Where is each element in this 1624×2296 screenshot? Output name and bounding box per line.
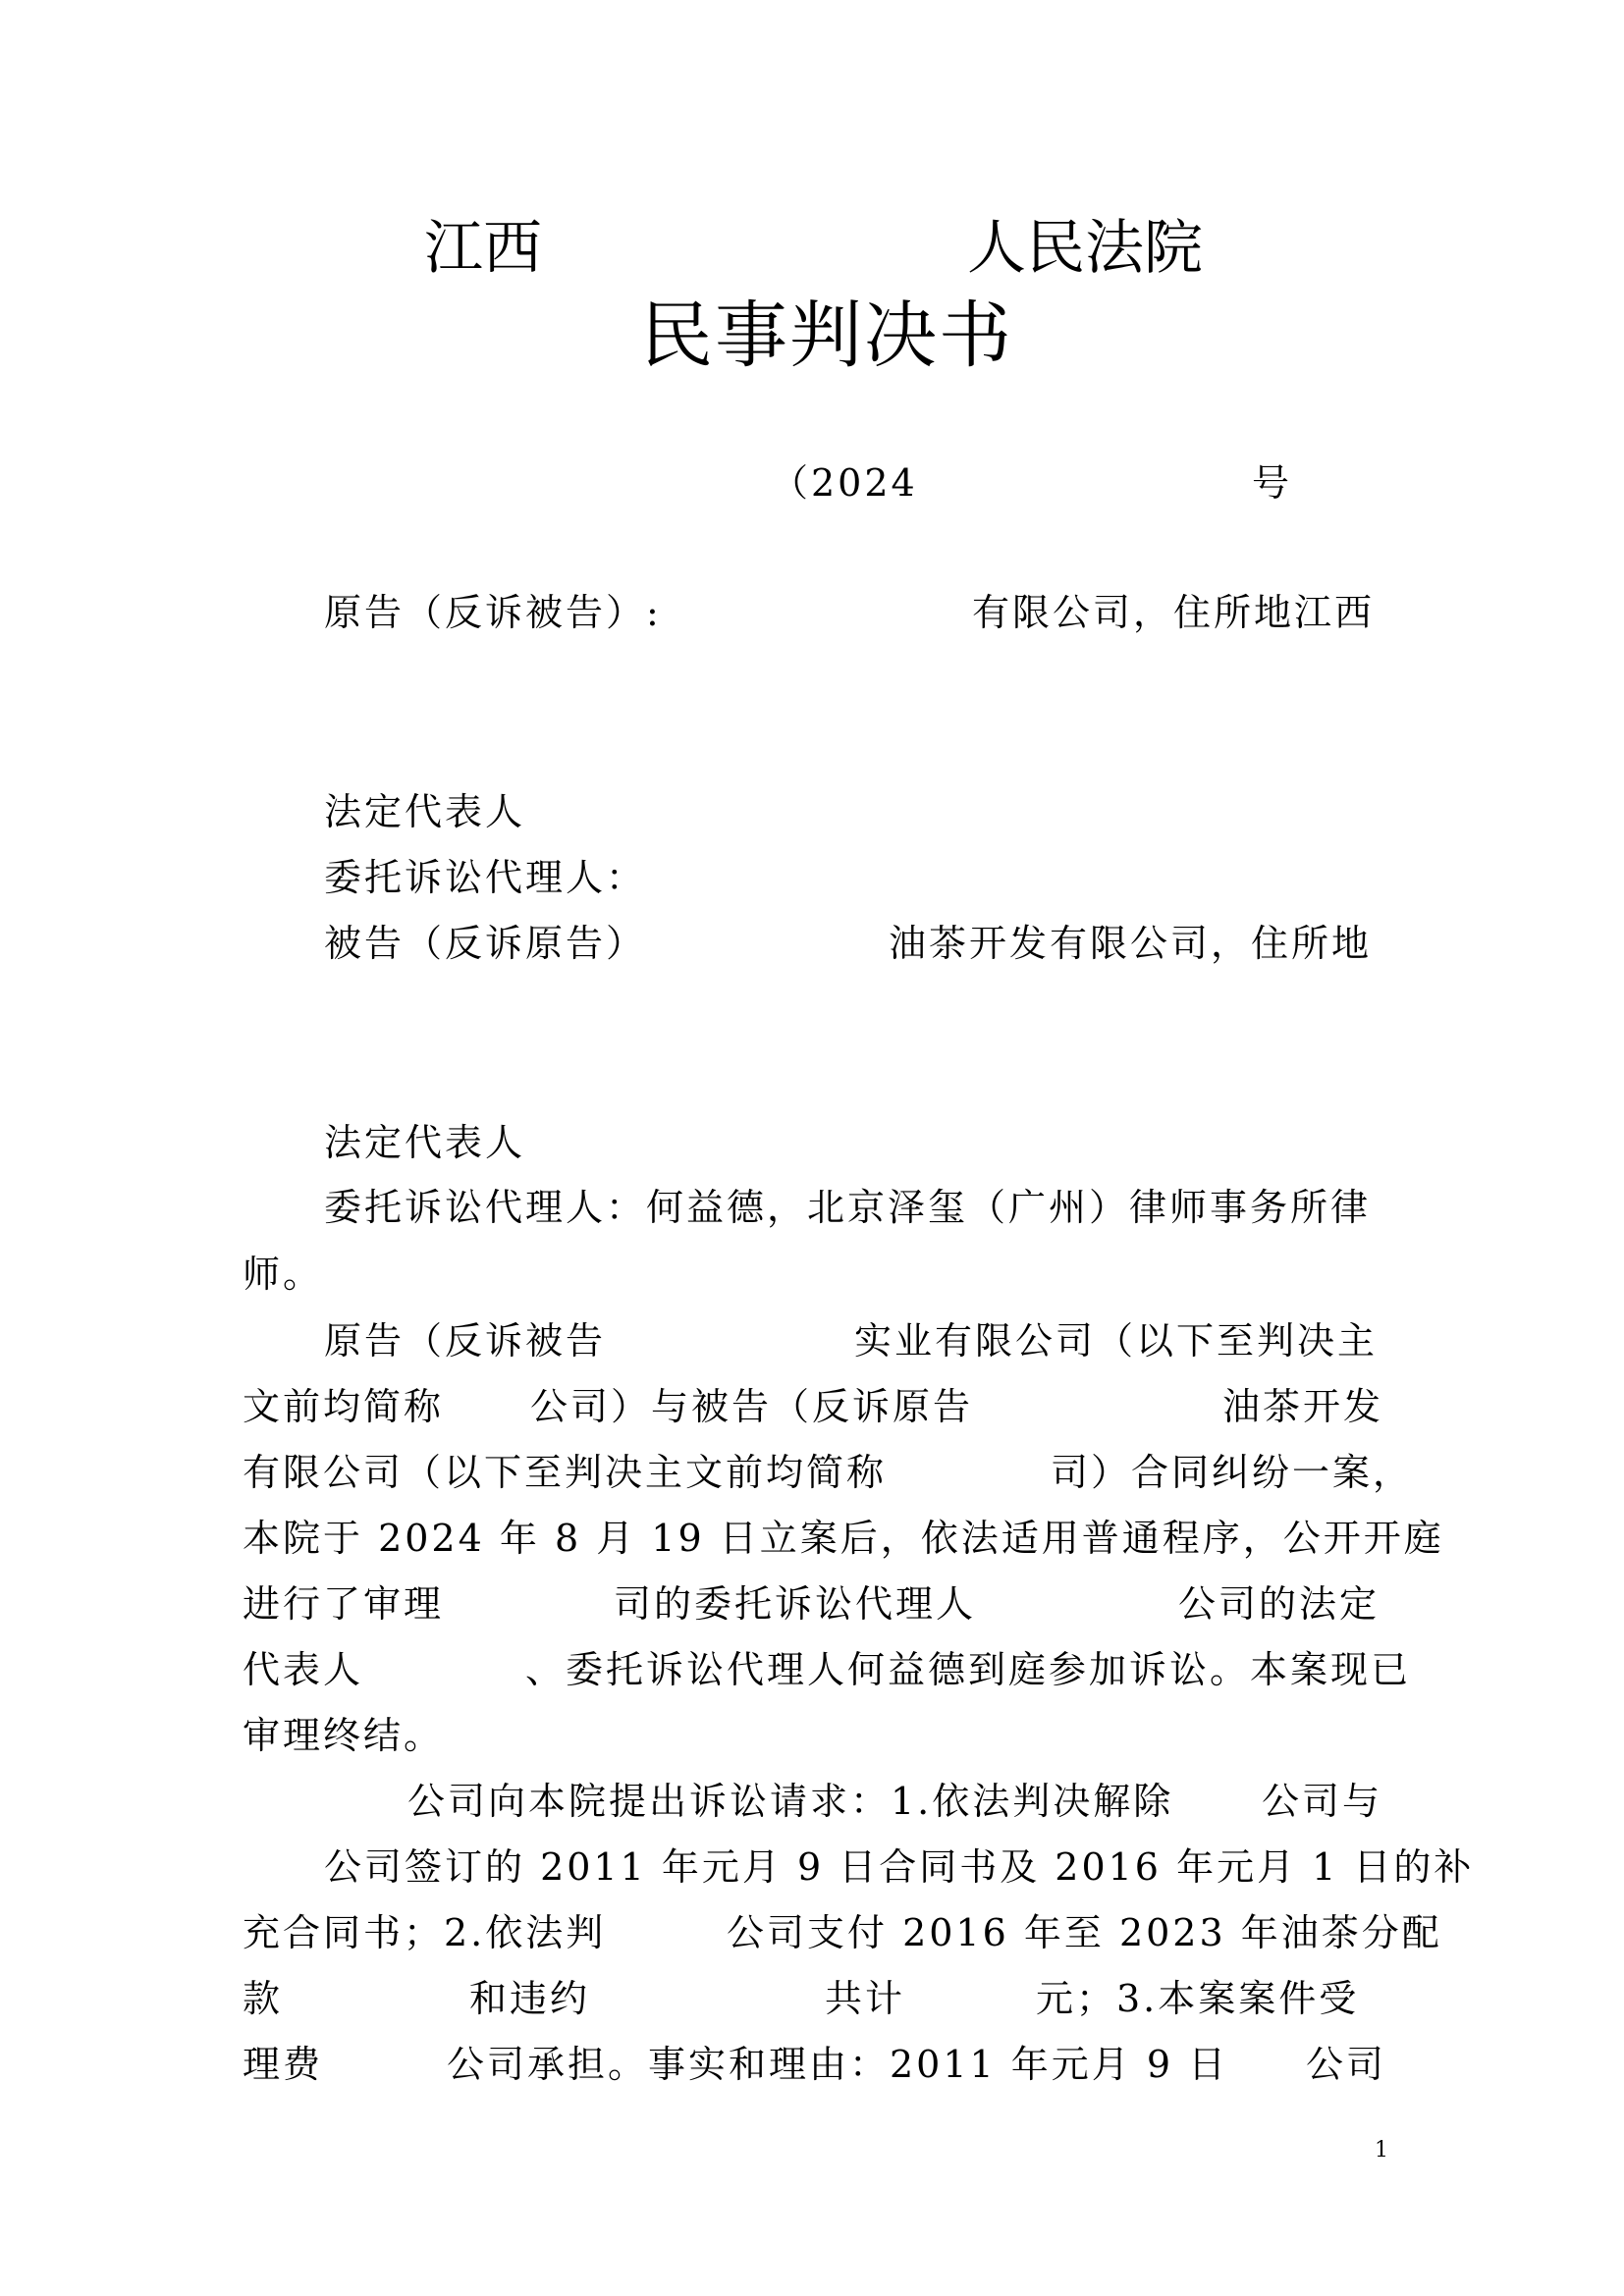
intro-line1b: 实业有限公司（以下至判决主 [854,1319,1379,1362]
claims-line5c: 公司 [1306,2043,1387,2086]
intro-line7: 审理终结。 [243,1714,445,1757]
claims-line5b: 公司承担。事实和理由：2011 年元月 9 日 [447,2043,1229,2086]
page-number: 1 [1375,2138,1388,2163]
plaintiff-agent: 委托诉讼代理人： [324,856,647,899]
defendant-agent-line1: 委托诉讼代理人：何益德，北京泽玺（广州）律师事务所律 [324,1186,1372,1229]
case-number-prefix: （2024 [771,461,918,505]
claims-line4a: 款 [243,1977,284,2020]
intro-line4: 本院于 2024 年 8 月 19 日立案后，依法适用普通程序，公开开庭 [243,1517,1444,1560]
intro-line2a: 文前均简称 [243,1385,445,1428]
intro-line5b: 司的委托诉讼代理人 [614,1582,977,1626]
intro-line2c: 油茶开发 [1222,1385,1384,1428]
claims-line5a: 理费 [243,2043,324,2086]
intro-line6b: 、委托诉讼代理人何益德到庭参加诉讼。本案现已 [525,1648,1412,1691]
defendant-address: 油茶开发有限公司，住所地 [889,922,1373,965]
intro-line1a: 原告（反诉被告 [324,1319,607,1362]
intro-line6a: 代表人 [243,1648,364,1691]
intro-line3b: 司）合同纠纷一案， [1051,1451,1414,1494]
plaintiff-legal-rep: 法定代表人 [324,790,526,833]
defendant-label: 被告（反诉原告） [324,922,647,965]
case-number-suffix: 号 [1252,461,1293,505]
claims-line3a: 充合同书；2.依法判 [243,1911,607,1954]
court-name-suffix: 人民法院 [967,214,1203,283]
intro-line3a: 有限公司（以下至判决主文前均简称 [243,1451,888,1494]
intro-line2b: 公司）与被告（反诉原告 [530,1385,974,1428]
defendant-agent-line2: 师。 [243,1253,324,1296]
claims-line4d: 元；3.本案案件受 [1036,1977,1360,2020]
claims-line4c: 共计 [825,1977,906,2020]
intro-line5c: 公司的法定 [1178,1582,1380,1626]
intro-line5a: 进行了审理 [243,1582,445,1626]
defendant-legal-rep: 法定代表人 [324,1121,526,1164]
claims-line1a: 公司向本院提出诉讼请求：1.依法判决解除 [407,1780,1174,1823]
plaintiff-address: 有限公司，住所地江西 [972,591,1376,634]
document-title: 民事判决书 [640,294,1013,378]
plaintiff-label: 原告（反诉被告）: [324,591,662,634]
claims-line3b: 公司支付 2016 年至 2023 年油茶分配 [727,1911,1442,1954]
claims-line4b: 和违约 [469,1977,591,2020]
court-name-prefix: 江西 [424,214,542,283]
claims-line2: 公司签订的 2011 年元月 9 日合同书及 2016 年元月 1 日的补 [324,1845,1475,1889]
claims-line1b: 公司与 [1262,1780,1383,1823]
